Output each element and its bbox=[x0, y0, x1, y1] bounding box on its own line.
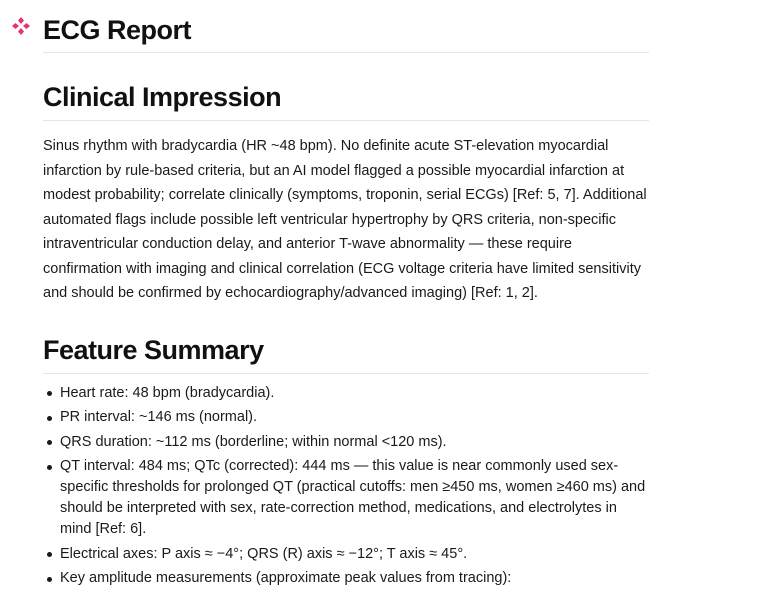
section-title-feature-summary: Feature Summary bbox=[43, 333, 649, 374]
list-item: Electrical axes: P axis ≈ −4°; QRS (R) axis ≈ −12°; T axis ≈ 45°. bbox=[43, 544, 649, 565]
list-item: QT interval: 484 ms; QTc (corrected): 444 ms — this value is near commonly used sex-specific thresholds for prolonged QT (practical cutoffs: men ≥450 ms, women ≥460 ms) and should be interpreted with sex, rate-correction method, medications, and electrolytes in mind [Ref: 6]. bbox=[43, 456, 649, 540]
report-content bbox=[43, 0, 649, 593]
sparkle-logo-icon bbox=[11, 16, 31, 36]
feature-list bbox=[43, 383, 649, 590]
clinical-impression-paragraph: Sinus rhythm with bradycardia (HR ~48 bpm). No definite acute ST-elevation myocardial infarction by rule-based criteria, but an AI model flagged a possible myocardial infarction at modest probability; correlate clinically (symptoms, troponin, serial ECGs) [Ref: 5, 7]. Additional automated flags include possible left ventricular hypertrophy by QRS criteria, non-specific intraventricular conduction delay, and anterior T-wave abnormality — these require confirmation with imaging and clinical correlation (ECG voltage criteria have limited sensitivity and should be confirmed by echocardiography/advanced imaging) [Ref: 1, 2]. bbox=[43, 138, 647, 301]
page-title: ECG Report bbox=[43, 0, 649, 53]
section-title-clinical-impression: Clinical Impression bbox=[43, 80, 649, 121]
list-item: Heart rate: 48 bpm (bradycardia). bbox=[43, 383, 649, 404]
list-item: PR interval: ~146 ms (normal). bbox=[43, 407, 649, 428]
list-item: QRS duration: ~112 ms (borderline; within normal <120 ms). bbox=[43, 432, 649, 453]
list-item: Key amplitude measurements (approximate peak values from tracing): bbox=[43, 568, 649, 589]
